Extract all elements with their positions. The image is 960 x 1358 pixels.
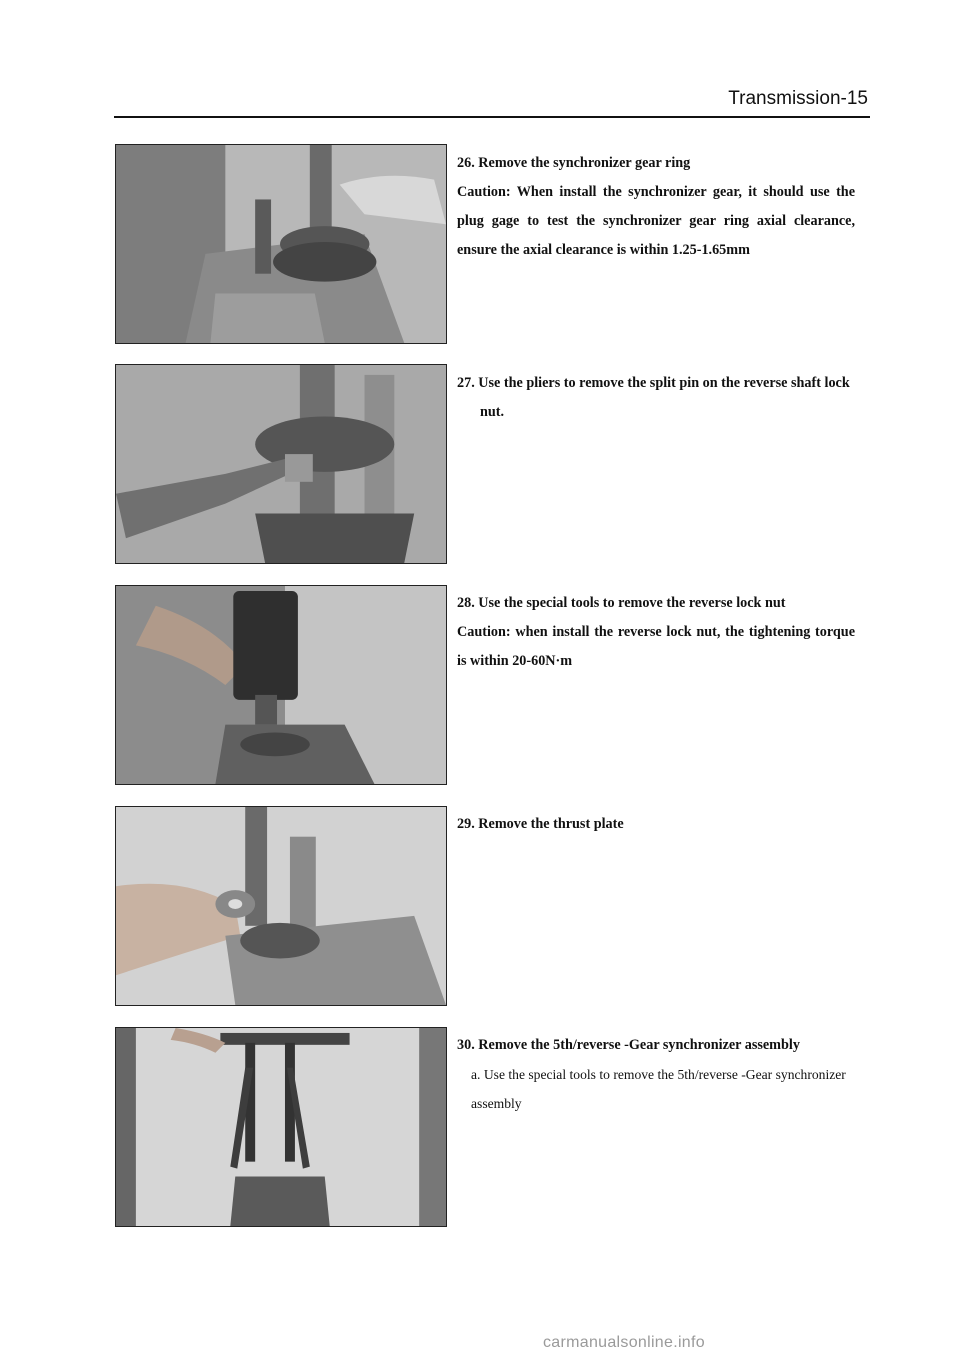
step-title: 28. Use the special tools to remove the reverse lock nut [457, 595, 786, 611]
step-26 [457, 149, 855, 265]
step-title: 27. Use the pliers to remove the split pin on the reverse shaft lock [457, 375, 850, 391]
photo-step-27 [115, 364, 447, 564]
step-title: 30. Remove the 5th/reverse -Gear synchronizer assembly [457, 1037, 800, 1053]
step-title: 29. Remove the thrust plate [457, 816, 624, 832]
step-caution: Caution: When install the synchronizer gear, it should use the plug gage to test the synchronizer gear ring axial clearance, ensure the axial clearance is within 1.25-1.65mm [457, 184, 855, 258]
step-substep: a. Use the special tools to remove the 5th/reverse -Gear synchronizer assembly [471, 1067, 846, 1111]
step-27 [457, 369, 855, 427]
step-29 [457, 810, 855, 839]
watermark-link[interactable]: carmanualsonline.info [543, 1334, 705, 1351]
step-28 [457, 589, 855, 676]
photo-step-29 [115, 806, 447, 1006]
step-title: 26. Remove the synchronizer gear ring [457, 155, 691, 171]
page-header-title: Transmission-15 [728, 88, 868, 109]
step-title-continued: nut. [480, 404, 505, 420]
photo-step-26 [115, 144, 447, 344]
photo-step-30 [115, 1027, 447, 1227]
header-rule [114, 116, 870, 118]
step-30 [457, 1031, 855, 1118]
step-caution: Caution: when install the reverse lock nut, the tightening torque is within 20-60N·m [457, 624, 855, 669]
photo-step-28 [115, 585, 447, 785]
